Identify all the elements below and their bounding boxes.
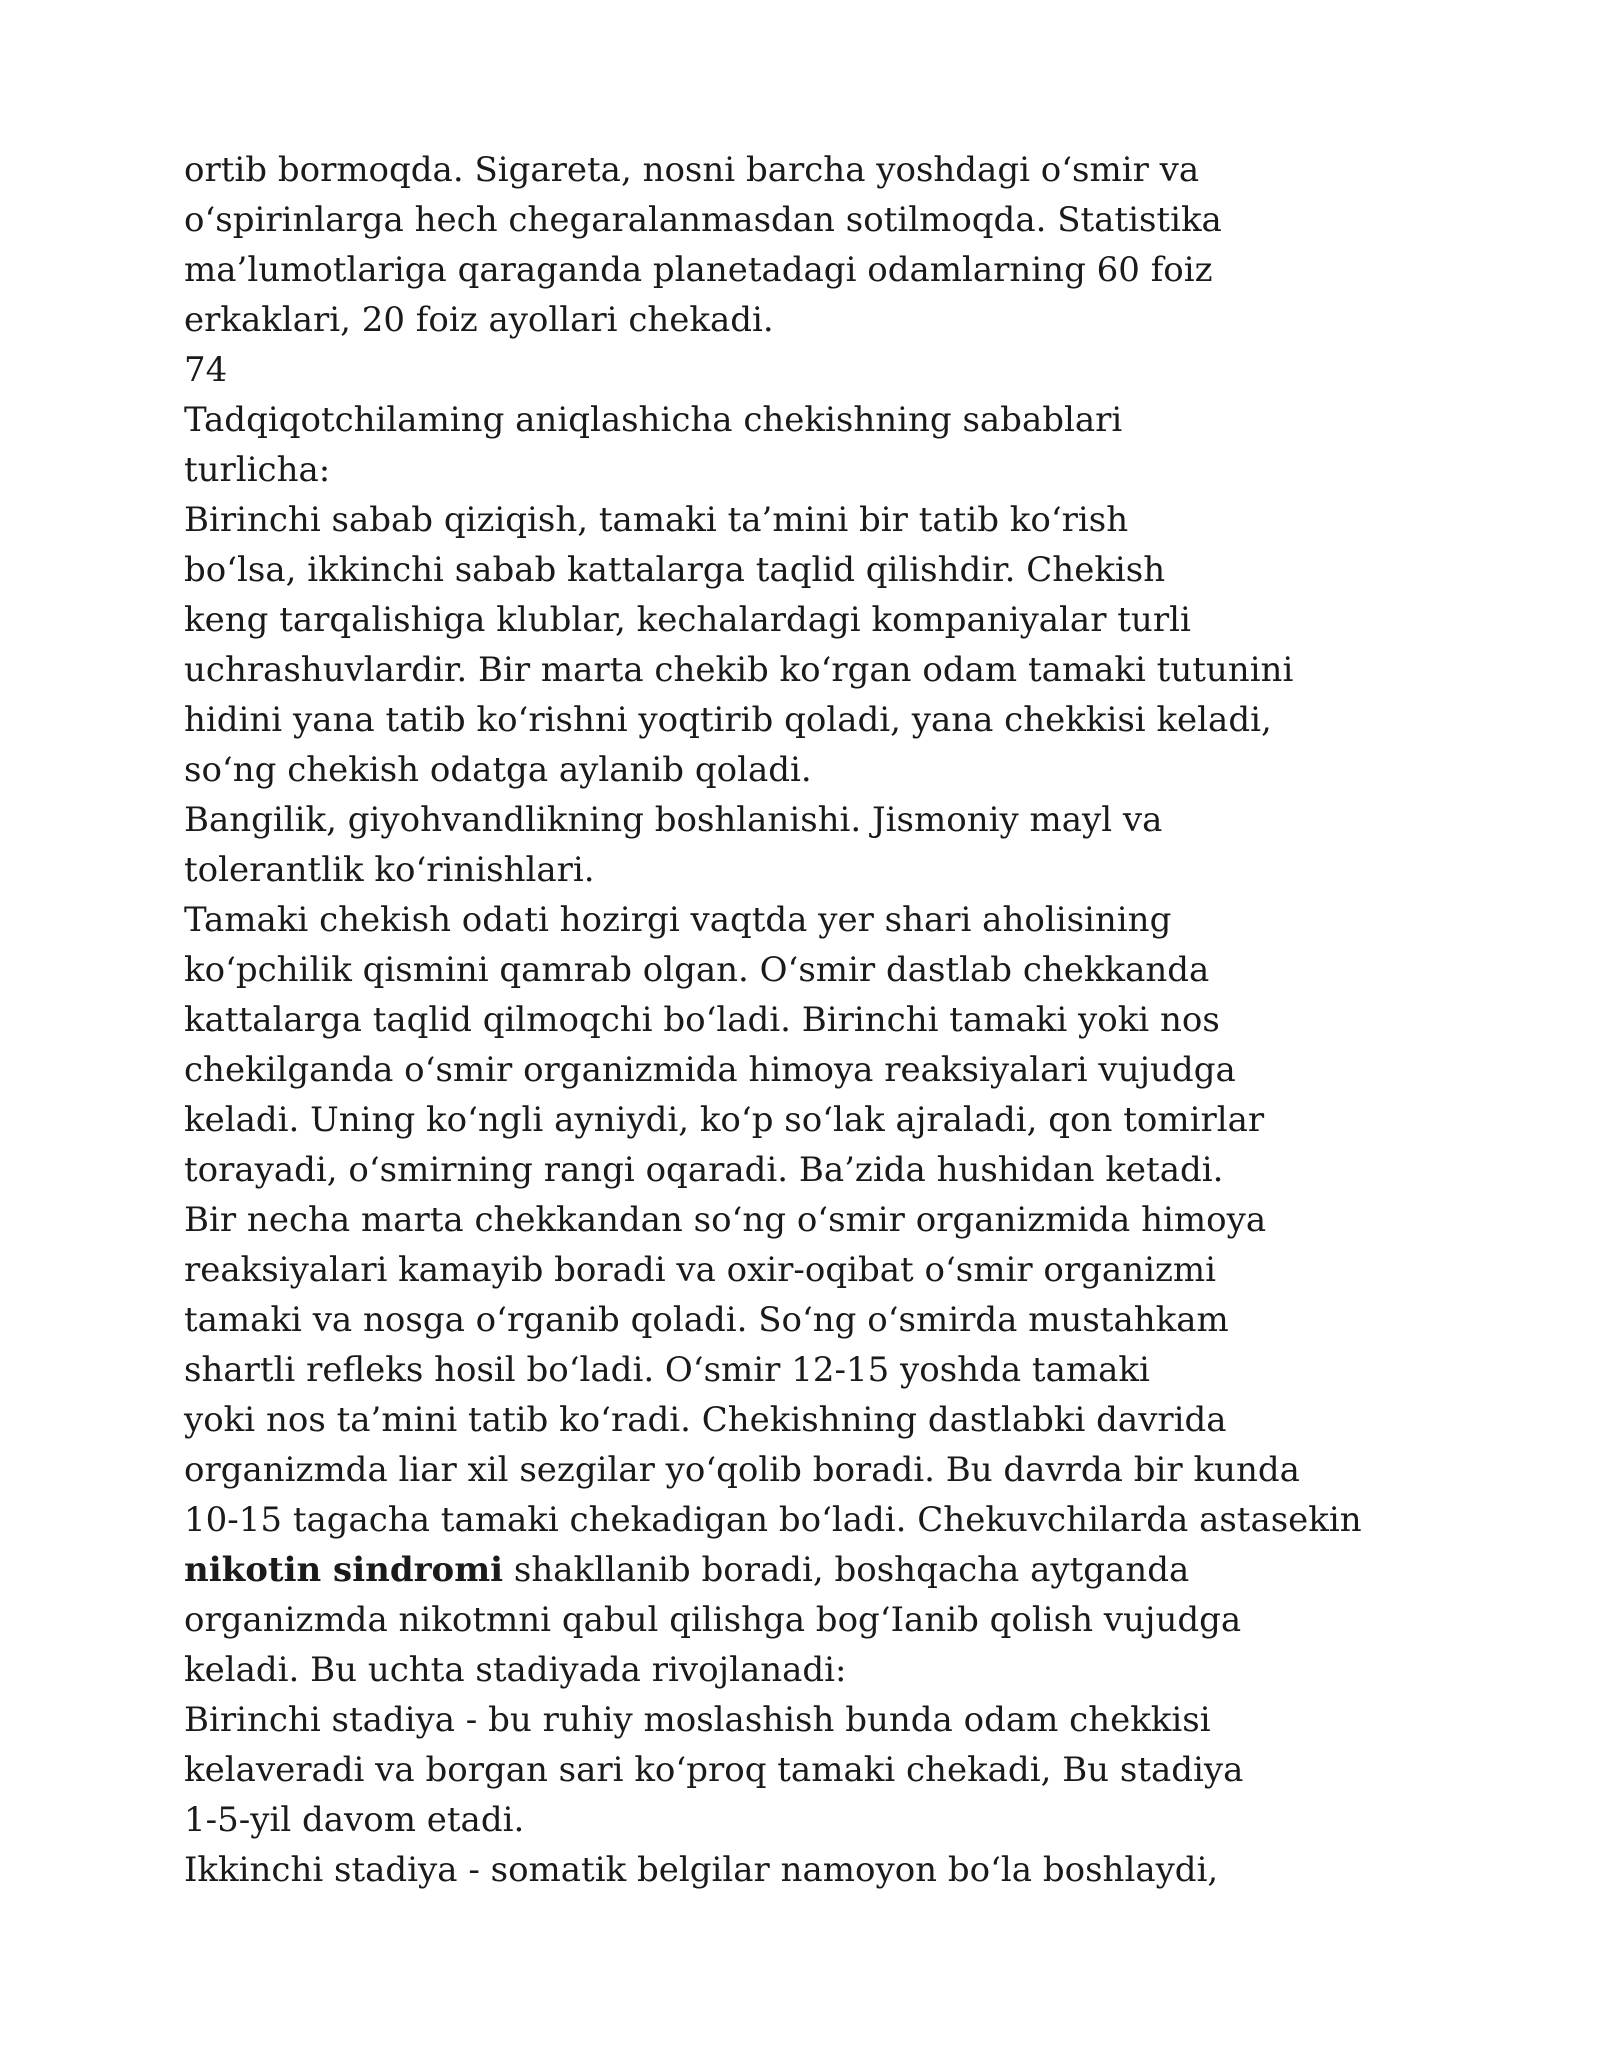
text-line: keng tarqalishiga klublar, kechalardagi kompaniyalar turli <box>184 600 1191 640</box>
body-text <box>184 145 1444 1895</box>
text-line: yoki nos ta’mini tatib ko‘radi. Chekishning dastlabki davrida <box>184 1400 1227 1440</box>
text-line: Birinchi stadiya - bu ruhiy moslashish bunda odam chekkisi <box>184 1700 1211 1740</box>
text-line: bo‘lsa, ikkinchi sabab kattalarga taqlid qilishdir. Chekish <box>184 550 1166 590</box>
text-line: 1-5-yil davom etadi. <box>184 1800 525 1840</box>
text-line: organizmda liar xil sezgilar yo‘qolib boradi. Bu davrda bir kunda <box>184 1450 1300 1490</box>
text-line: shartli refleks hosil bo‘ladi. O‘smir 12-15 yoshda tamaki <box>184 1350 1150 1390</box>
bold-term: nikotin sindromi <box>184 1550 504 1590</box>
text-line: reaksiyalari kamayib boradi va oxir-oqibat o‘smir organizmi <box>184 1250 1216 1290</box>
text-line: ko‘pchilik qismini qamrab olgan. O‘smir dastlab chekkanda <box>184 950 1210 990</box>
text-line: ma’lumotlariga qaraganda planetadagi odamlarning 60 foiz <box>184 250 1213 290</box>
text-line: Bir necha marta chekkandan so‘ng o‘smir organizmida himoya <box>184 1200 1267 1240</box>
text-line-mixed <box>184 1545 1444 1595</box>
text-line: keladi. Bu uchta stadiyada rivojlanadi: <box>184 1650 847 1690</box>
text-line: ortib bormoqda. Sigareta, nosni barcha yoshdagi o‘smir va <box>184 150 1200 190</box>
text-line: erkaklari, 20 foiz ayollari chekadi. <box>184 300 774 340</box>
text-line: torayadi, o‘smirning rangi oqaradi. Ba’zida hushidan ketadi. <box>184 1150 1224 1190</box>
text-line: kelaveradi va borgan sari ko‘proq tamaki chekadi, Bu stadiya <box>184 1750 1244 1790</box>
text-line: o‘spirinlarga hech chegaralanmasdan sotilmoqda. Statistika <box>184 200 1222 240</box>
text-line: Ikkinchi stadiya - somatik belgilar namoyon bo‘la boshlaydi, <box>184 1850 1219 1890</box>
text-line: 10-15 tagacha tamaki chekadigan bo‘ladi. Chekuvchilarda astasekin <box>184 1500 1362 1540</box>
text-line: chekilganda o‘smir organizmida himoya reaksiyalari vujudga <box>184 1050 1236 1090</box>
text-line: so‘ng chekish odatga aylanib qoladi. <box>184 750 812 790</box>
text-line: hidini yana tatib ko‘rishni yoqtirib qoladi, yana chekkisi keladi, <box>184 700 1272 740</box>
text-line: uchrashuvlardir. Bir marta chekib ko‘rgan odam tamaki tutunini <box>184 650 1294 690</box>
text-line: Birinchi sabab qiziqish, tamaki ta’mini bir tatib ko‘rish <box>184 500 1129 540</box>
text-line: kattalarga taqlid qilmoqchi bo‘ladi. Birinchi tamaki yoki nos <box>184 1000 1220 1040</box>
text-line: Bangilik, giyohvandlikning boshlanishi. Jismoniy mayl va <box>184 800 1163 840</box>
page-number: 74 <box>184 350 228 390</box>
text-line: Tadqiqotchilaming aniqlashicha chekishning sabablari <box>184 400 1123 440</box>
text-line: tolerantlik ko‘rinishlari. <box>184 850 595 890</box>
text-line: keladi. Uning ko‘ngli ayniydi, ko‘p so‘lak ajraladi, qon tomirlar <box>184 1100 1265 1140</box>
text-line-rest: shakllanib boradi, boshqacha aytganda <box>503 1550 1190 1590</box>
text-line: organizmda nikotmni qabul qilishga bog‘Ianib qolish vujudga <box>184 1600 1242 1640</box>
text-line: turlicha: <box>184 450 331 490</box>
text-line: tamaki va nosga o‘rganib qoladi. So‘ng o‘smirda mustahkam <box>184 1300 1229 1340</box>
text-line: Tamaki chekish odati hozirgi vaqtda yer shari aholisining <box>184 900 1172 940</box>
